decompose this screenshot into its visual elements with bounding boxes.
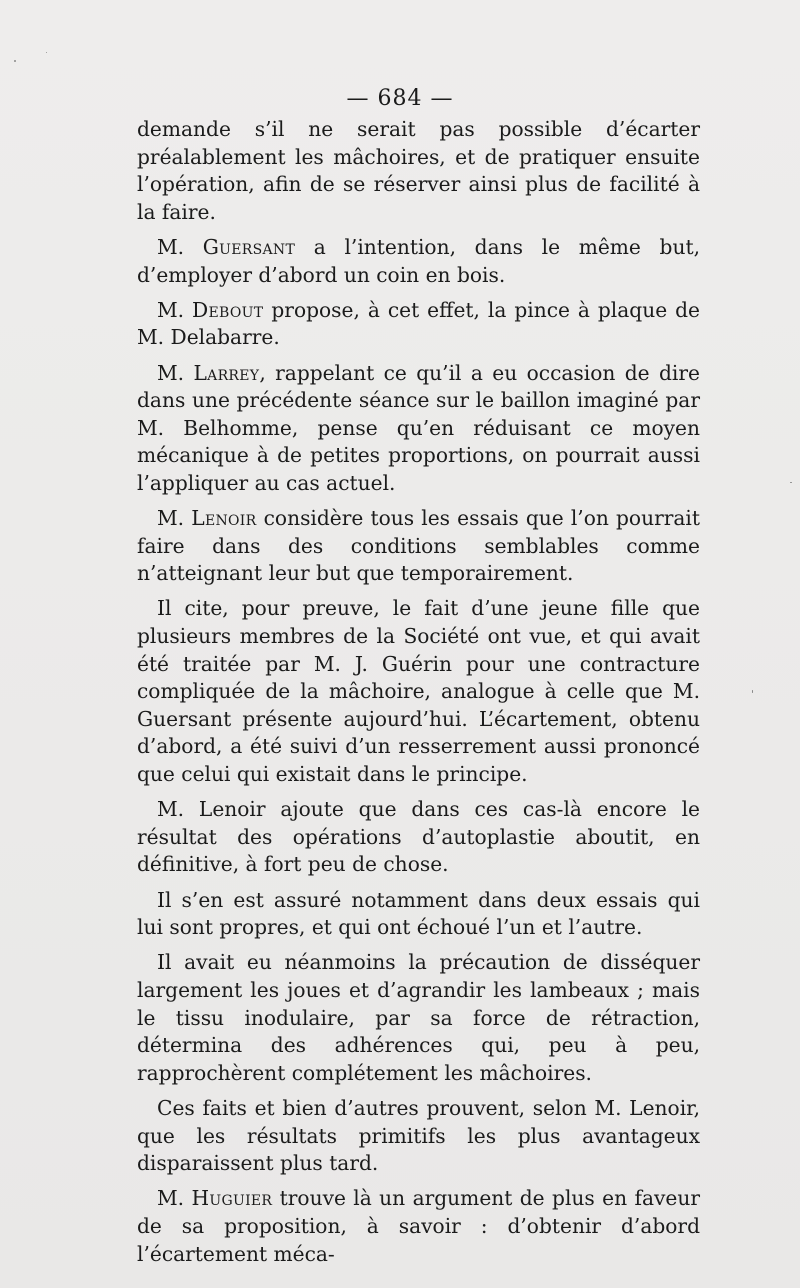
- paragraph-text: propose, à cet effet, la pince à plaque de M. Delabarre.: [137, 297, 700, 350]
- paragraph-text: Il avait eu néanmoins la précaution de disséquer largement les joues et d’agrandir les lambeaux ; mais le tissu inodulaire, par sa force de rétraction, détermina des adhérences qui, peu à peu, rapprochèrent complétement les mâchoires.: [137, 950, 700, 1085]
- title-prefix: M.: [157, 1186, 192, 1211]
- print-speck: [752, 690, 753, 693]
- paragraph: [137, 949, 700, 1087]
- paragraph-text: Ces faits et bien d’autres prouvent, selon M. Lenoir, que les résultats primitifs les plus avantageux disparaissent plus tard.: [137, 1095, 700, 1176]
- paragraph-text: considère tous les essais que l’on pourrait faire dans des conditions semblables comme n’atteignant leur but que temporairement.: [137, 506, 700, 586]
- speaker-name: Debout: [192, 297, 264, 322]
- paragraph: [137, 1095, 700, 1178]
- paragraph-text: demande s’il ne serait pas possible d’écarter préalablement les mâchoires, et de pratiquer ensuite l’opération, afin de se réserver ainsi plus de facilité à la faire.: [137, 117, 700, 224]
- paragraph-text: Il s’en est assuré notamment dans deux essais qui lui sont propres, et qui ont échoué l’un et l’autre.: [137, 887, 700, 940]
- paragraph: [137, 796, 700, 879]
- paragraph: [137, 1185, 700, 1268]
- speaker-name: Larrey: [193, 360, 260, 385]
- paragraph-text: Il cite, pour preuve, le fait d’une jeune fille que plusieurs membres de la Société ont vue, et qui avait été traitée par M. J. Guérin pour une contracture compliquée de la mâchoire, analogue à celle que M. Guersant présente aujourd’hui. L’écartement, obtenu d’abord, a été suivi d’un resserrement aussi prononcé que celui qui existait dans le principe.: [137, 596, 700, 787]
- paragraph-text: , rappelant ce qu’il a eu occasion de dire dans une précédente séance sur le baillon imaginé par M. Belhomme, pense qu’en réduisant ce moyen mécanique à de petites proportions, on pourrait aussi l’appliquer au cas actuel.: [137, 360, 700, 495]
- speaker-name: Huguier: [191, 1186, 273, 1211]
- paragraph: [137, 595, 700, 788]
- paragraph: [137, 505, 700, 588]
- body-text: [137, 116, 700, 1276]
- paragraph-text: a l’intention, dans le même but, d’employer d’abord un coin en bois.: [137, 234, 700, 287]
- speaker-name: Lenoir: [191, 506, 257, 531]
- print-speck: [790, 482, 792, 483]
- paragraph: [137, 887, 700, 942]
- paragraph: [137, 234, 700, 289]
- paragraph-text: M. Lenoir ajoute que dans ces cas-là encore le résultat des opérations d’autoplastie aboutit, en définitive, à fort peu de chose.: [137, 797, 700, 877]
- paragraph: [137, 116, 700, 226]
- title-prefix: M.: [157, 360, 194, 385]
- speaker-name: Guersant: [202, 234, 296, 259]
- title-prefix: M.: [157, 506, 192, 531]
- print-speck: [14, 60, 16, 62]
- paragraph: [137, 360, 700, 498]
- print-speck: [46, 52, 47, 53]
- paragraph: [137, 297, 700, 352]
- title-prefix: M.: [157, 234, 203, 259]
- title-prefix: M.: [157, 297, 193, 322]
- paragraph-text: trouve là un argument de plus en faveur de sa proposition, à savoir : d’obtenir d’abord l’écartement méca-: [137, 1186, 700, 1266]
- page-number: — 684 —: [346, 86, 454, 111]
